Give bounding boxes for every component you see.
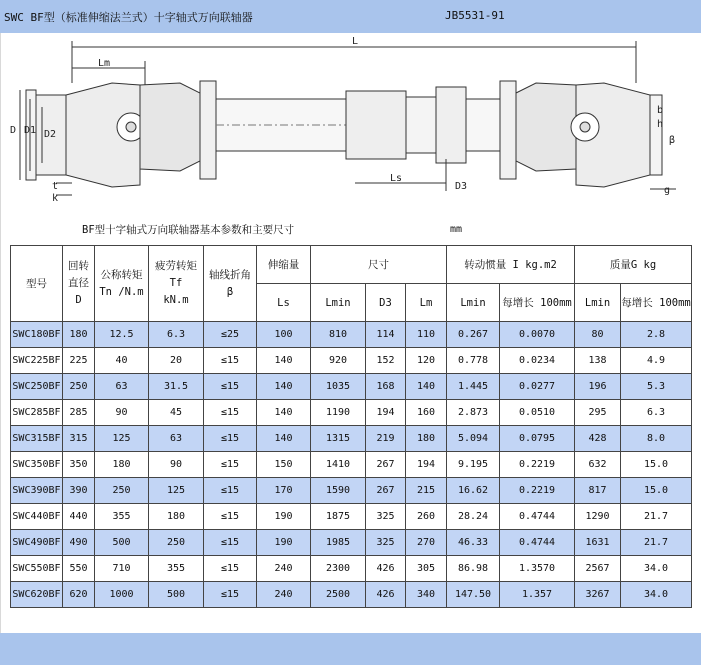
cell-g-per: 34.0: [621, 582, 692, 608]
cell-tn: 355: [95, 504, 149, 530]
cell-d3: 426: [366, 556, 406, 582]
cell-i-per: 1.3570: [500, 556, 575, 582]
unit-label: mm: [450, 224, 463, 235]
header-axis-angle: 轴线折角 β: [204, 246, 257, 322]
header-diameter: 回转 直径 D: [63, 246, 95, 322]
label-Lm: Lm: [98, 58, 111, 69]
table-row: [11, 374, 692, 400]
cell-d: 440: [63, 504, 95, 530]
label-L: L: [352, 36, 359, 47]
cell-g-lmin: 817: [575, 478, 621, 504]
cell-g-lmin: 3267: [575, 582, 621, 608]
table-row: [11, 348, 692, 374]
cell-i-per: 0.0277: [500, 374, 575, 400]
cell-model: SWC550BF: [11, 556, 63, 582]
cell-lm: 215: [406, 478, 447, 504]
table-row: [11, 478, 692, 504]
cell-i-lmin: 2.873: [447, 400, 500, 426]
table-row: [11, 582, 692, 608]
table-row: [11, 530, 692, 556]
cell-tn: 180: [95, 452, 149, 478]
cell-tn: 250: [95, 478, 149, 504]
cell-tf: 45: [149, 400, 204, 426]
cell-i-lmin: 0.778: [447, 348, 500, 374]
cell-lm: 110: [406, 322, 447, 348]
cell-ls: 190: [257, 530, 311, 556]
cell-d3: 114: [366, 322, 406, 348]
table-row: [11, 426, 692, 452]
cell-tf: 500: [149, 582, 204, 608]
cell-g-lmin: 632: [575, 452, 621, 478]
cell-lmin: 1190: [311, 400, 366, 426]
cell-g-per: 2.8: [621, 322, 692, 348]
cell-g-lmin: 196: [575, 374, 621, 400]
cell-lmin: 2300: [311, 556, 366, 582]
cell-d3: 267: [366, 478, 406, 504]
table-row: [11, 556, 692, 582]
cell-ls: 170: [257, 478, 311, 504]
cell-beta: ≤15: [204, 556, 257, 582]
label-beta: β: [669, 135, 676, 146]
header-inertia-per-100mm: 每增长 100mm: [500, 284, 575, 322]
cell-lmin: 1875: [311, 504, 366, 530]
cell-lmin: 2500: [311, 582, 366, 608]
cell-lmin: 1315: [311, 426, 366, 452]
cell-lm: 340: [406, 582, 447, 608]
coupling-drawing: [0, 33, 701, 211]
cell-tf: 20: [149, 348, 204, 374]
cell-model: SWC620BF: [11, 582, 63, 608]
page-title: SWC BF型（标准伸缩法兰式）十字轴式万向联轴器: [4, 11, 253, 24]
cell-tf: 180: [149, 504, 204, 530]
header-lmin: Lmin: [311, 284, 366, 322]
cell-lmin: 810: [311, 322, 366, 348]
cell-tn: 90: [95, 400, 149, 426]
cell-i-per: 1.357: [500, 582, 575, 608]
cell-ls: 190: [257, 504, 311, 530]
cell-ls: 150: [257, 452, 311, 478]
cell-i-per: 0.0510: [500, 400, 575, 426]
cell-d3: 325: [366, 504, 406, 530]
cell-model: SWC250BF: [11, 374, 63, 400]
cell-ls: 100: [257, 322, 311, 348]
header-fatigue-torque: 疲劳转矩 Tf kN.m: [149, 246, 204, 322]
cell-beta: ≤15: [204, 582, 257, 608]
cell-ls: 240: [257, 556, 311, 582]
label-b: b: [657, 105, 664, 116]
cell-d3: 267: [366, 452, 406, 478]
spec-table: [10, 245, 692, 608]
label-g: g: [664, 185, 671, 196]
cell-d3: 152: [366, 348, 406, 374]
cell-g-per: 21.7: [621, 504, 692, 530]
cell-ls: 140: [257, 348, 311, 374]
cell-ls: 140: [257, 374, 311, 400]
header-ls: Ls: [257, 284, 311, 322]
header-inertia-lmin: Lmin: [447, 284, 500, 322]
label-D2: D2: [44, 129, 57, 140]
cell-d: 390: [63, 478, 95, 504]
cell-ls: 140: [257, 426, 311, 452]
cell-beta: ≤25: [204, 322, 257, 348]
cell-i-per: 0.0795: [500, 426, 575, 452]
cell-model: SWC350BF: [11, 452, 63, 478]
cell-lm: 260: [406, 504, 447, 530]
cell-d: 350: [63, 452, 95, 478]
cell-d: 490: [63, 530, 95, 556]
header-mass-lmin: Lmin: [575, 284, 621, 322]
cell-g-per: 4.9: [621, 348, 692, 374]
cell-d: 285: [63, 400, 95, 426]
cell-model: SWC180BF: [11, 322, 63, 348]
cell-tf: 63: [149, 426, 204, 452]
cell-g-lmin: 1290: [575, 504, 621, 530]
cell-i-lmin: 5.094: [447, 426, 500, 452]
cell-lm: 120: [406, 348, 447, 374]
cell-tn: 1000: [95, 582, 149, 608]
cell-d: 225: [63, 348, 95, 374]
header-model: 型号: [11, 246, 63, 322]
cell-lm: 160: [406, 400, 447, 426]
cell-i-lmin: 0.267: [447, 322, 500, 348]
cell-tf: 6.3: [149, 322, 204, 348]
header-mass-per-100mm: 每增长 100mm: [621, 284, 692, 322]
cell-tf: 90: [149, 452, 204, 478]
title-bar: [0, 0, 701, 33]
cell-g-per: 5.3: [621, 374, 692, 400]
cell-d3: 168: [366, 374, 406, 400]
cell-i-lmin: 28.24: [447, 504, 500, 530]
cell-i-per: 0.0070: [500, 322, 575, 348]
cell-lmin: 1410: [311, 452, 366, 478]
cell-lm: 270: [406, 530, 447, 556]
cell-tn: 12.5: [95, 322, 149, 348]
cell-d: 315: [63, 426, 95, 452]
header-dimensions: 尺寸: [311, 246, 447, 284]
cell-i-per: 0.4744: [500, 504, 575, 530]
cell-lmin: 920: [311, 348, 366, 374]
cell-beta: ≤15: [204, 400, 257, 426]
cell-model: SWC490BF: [11, 530, 63, 556]
cell-d: 250: [63, 374, 95, 400]
cell-tf: 31.5: [149, 374, 204, 400]
cell-model: SWC285BF: [11, 400, 63, 426]
cell-ls: 240: [257, 582, 311, 608]
table-row: [11, 504, 692, 530]
cell-tf: 250: [149, 530, 204, 556]
cell-lm: 305: [406, 556, 447, 582]
cell-g-lmin: 138: [575, 348, 621, 374]
cell-beta: ≤15: [204, 452, 257, 478]
cell-model: SWC390BF: [11, 478, 63, 504]
cell-beta: ≤15: [204, 374, 257, 400]
cell-lm: 180: [406, 426, 447, 452]
standard-number: JB5531-91: [445, 9, 505, 22]
cell-d3: 325: [366, 530, 406, 556]
cell-i-lmin: 16.62: [447, 478, 500, 504]
cell-tn: 710: [95, 556, 149, 582]
cell-tn: 125: [95, 426, 149, 452]
label-D3: D3: [455, 181, 468, 192]
cell-g-per: 6.3: [621, 400, 692, 426]
cell-g-per: 8.0: [621, 426, 692, 452]
cell-d3: 219: [366, 426, 406, 452]
table-row: [11, 452, 692, 478]
cell-i-per: 0.0234: [500, 348, 575, 374]
cell-beta: ≤15: [204, 348, 257, 374]
cell-g-lmin: 295: [575, 400, 621, 426]
label-t: t: [52, 181, 59, 192]
cell-lm: 140: [406, 374, 447, 400]
cell-i-lmin: 147.50: [447, 582, 500, 608]
cell-i-lmin: 46.33: [447, 530, 500, 556]
cell-d: 180: [63, 322, 95, 348]
cell-tn: 40: [95, 348, 149, 374]
cell-g-per: 34.0: [621, 556, 692, 582]
cell-tf: 355: [149, 556, 204, 582]
cell-model: SWC315BF: [11, 426, 63, 452]
header-inertia: 转动惯量 I kg.m2: [447, 246, 575, 284]
cell-i-lmin: 9.195: [447, 452, 500, 478]
cell-i-per: 0.2219: [500, 452, 575, 478]
cell-lm: 194: [406, 452, 447, 478]
cell-g-per: 15.0: [621, 478, 692, 504]
table-row: [11, 322, 692, 348]
cell-g-per: 15.0: [621, 452, 692, 478]
cell-tf: 125: [149, 478, 204, 504]
cell-lmin: 1590: [311, 478, 366, 504]
cell-i-lmin: 1.445: [447, 374, 500, 400]
table-caption: BF型十字轴式万向联轴器基本参数和主要尺寸: [82, 224, 295, 236]
header-d3: D3: [366, 284, 406, 322]
cell-lmin: 1985: [311, 530, 366, 556]
header-lm: Lm: [406, 284, 447, 322]
shaft-flange-right: [500, 81, 516, 179]
cell-tn: 63: [95, 374, 149, 400]
cell-d: 620: [63, 582, 95, 608]
header-mass: 质量G kg: [575, 246, 692, 284]
cell-beta: ≤15: [204, 426, 257, 452]
spline-sleeve: [346, 91, 406, 159]
cell-d3: 426: [366, 582, 406, 608]
cell-g-lmin: 428: [575, 426, 621, 452]
cell-d: 550: [63, 556, 95, 582]
cell-g-lmin: 80: [575, 322, 621, 348]
cell-model: SWC440BF: [11, 504, 63, 530]
cell-ls: 140: [257, 400, 311, 426]
cell-lmin: 1035: [311, 374, 366, 400]
cell-beta: ≤15: [204, 530, 257, 556]
footer-bar: [0, 633, 701, 665]
cell-d3: 194: [366, 400, 406, 426]
label-D: D: [10, 125, 17, 136]
header-stretch: 伸缩量: [257, 246, 311, 284]
cell-i-per: 0.4744: [500, 530, 575, 556]
cell-model: SWC225BF: [11, 348, 63, 374]
cell-beta: ≤15: [204, 504, 257, 530]
cell-g-lmin: 2567: [575, 556, 621, 582]
label-Ls: Ls: [390, 173, 403, 184]
spec-table-body: [11, 322, 692, 608]
label-h: h: [657, 119, 664, 130]
cell-g-per: 21.7: [621, 530, 692, 556]
cell-i-lmin: 86.98: [447, 556, 500, 582]
header-nominal-torque: 公称转矩 Tn /N.m: [95, 246, 149, 322]
table-row: [11, 400, 692, 426]
label-k: k: [52, 193, 59, 204]
cell-tn: 500: [95, 530, 149, 556]
cell-i-per: 0.2219: [500, 478, 575, 504]
cell-g-lmin: 1631: [575, 530, 621, 556]
cell-beta: ≤15: [204, 478, 257, 504]
label-D1: D1: [24, 125, 37, 136]
shaft-flange-left: [200, 81, 216, 179]
